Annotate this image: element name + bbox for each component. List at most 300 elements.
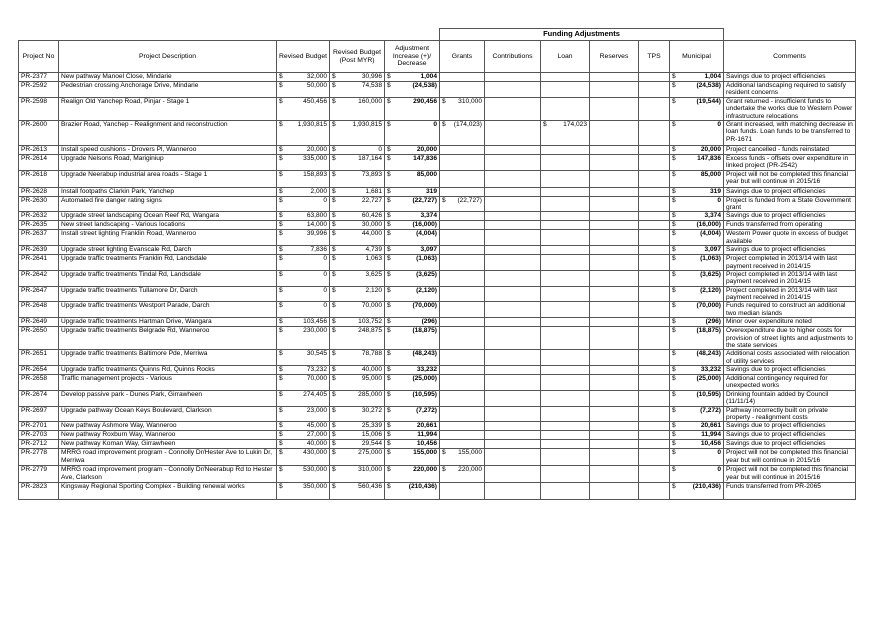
currency-symbol: $: [387, 431, 391, 439]
adjustment-cell-value: 20,000: [416, 145, 437, 153]
loan-cell: [541, 422, 590, 431]
tps-cell: [639, 449, 670, 466]
currency-symbol: $: [387, 350, 391, 358]
currency-symbol: $: [672, 375, 676, 382]
project-description-cell: Upgrade traffic treatments Baltimore Pde, Merriwa: [59, 350, 277, 366]
municipal-cell: [670, 270, 724, 286]
adjustment-cell: [385, 302, 440, 318]
revised-budget-cell-value: 14,000: [306, 221, 327, 229]
revised-budget-post-cell-value: 0: [378, 145, 382, 153]
grants-cell-value: (22,727): [457, 196, 482, 204]
project-no-cell: PR-2823: [19, 483, 59, 500]
municipal-cell-value: (25,000): [696, 375, 721, 382]
contributions-cell: [485, 120, 541, 145]
currency-symbol: $: [387, 212, 391, 220]
adjustment-cell: [385, 366, 440, 375]
revised-budget-cell: [277, 97, 330, 120]
municipal-cell-value: (4,004): [700, 230, 721, 238]
contributions-cell: [485, 97, 541, 120]
project-no-cell: PR-2658: [19, 375, 59, 391]
adjustment-cell-value: 11,994: [417, 431, 437, 439]
project-description-cell: New pathway Ashmore Way, Wanneroo: [59, 422, 277, 431]
comments-cell: Savings due to project efficiencies: [724, 187, 856, 196]
municipal-cell: [670, 212, 724, 221]
municipal-cell: [670, 97, 724, 120]
table-row: [19, 366, 856, 375]
currency-symbol: $: [672, 327, 676, 335]
revised-budget-cell-value: 350,000: [303, 483, 327, 491]
revised-budget-post-cell-value: 1,681: [365, 187, 382, 195]
comments-cell: Excess funds - offsets over expenditure in linked project (PR-2542): [724, 154, 856, 170]
currency-symbol: $: [279, 255, 283, 263]
table-row: [19, 302, 856, 318]
table-row: [19, 221, 856, 230]
comments-cell: Project is funded from a State Government grant: [724, 196, 856, 212]
adjustment-cell-value: 220,000: [413, 466, 437, 474]
contributions-cell: [485, 255, 541, 271]
project-no-cell: PR-2637: [19, 230, 59, 246]
revised-budget-cell-value: 20,000: [306, 145, 327, 153]
contributions-cell: [485, 390, 541, 406]
project-no-cell: PR-2697: [19, 406, 59, 422]
currency-symbol: $: [672, 390, 676, 398]
currency-symbol: $: [387, 82, 391, 89]
revised-budget-cell-value: 40,000: [306, 440, 327, 448]
project-no-cell: PR-2779: [19, 466, 59, 483]
header-row: [19, 41, 856, 73]
grants-cell-value: 155,000: [458, 449, 482, 457]
loan-cell: [541, 196, 590, 212]
tps-cell: [639, 286, 670, 302]
tps-cell: [639, 327, 670, 350]
contributions-cell: [485, 170, 541, 187]
revised-budget-post-cell-value: 74,538: [361, 82, 382, 89]
grants-cell: [440, 97, 485, 120]
project-description-cell: Pedestrian crossing Anchorage Drive, Mindarie: [59, 82, 277, 98]
currency-symbol: $: [442, 196, 446, 204]
tps-cell: [639, 302, 670, 318]
col-revised-budget: Revised Budget: [277, 41, 330, 73]
revised-budget-cell: [277, 440, 330, 449]
revised-budget-post-cell: [330, 221, 385, 230]
revised-budget-post-cell: [330, 449, 385, 466]
loan-cell: [541, 270, 590, 286]
adjustment-cell-value: (24,538): [412, 82, 437, 89]
comments-cell: Grant returned - insufficient funds to undertake the works due to Western Power infrastructure relocations: [724, 97, 856, 120]
currency-symbol: $: [279, 483, 283, 491]
project-description-cell: Install footpaths Clarkin Park, Yanchep: [59, 187, 277, 196]
col-tps: TPS: [639, 41, 670, 73]
currency-symbol: $: [387, 120, 391, 128]
table-row: [19, 120, 856, 145]
reserves-cell: [590, 270, 639, 286]
currency-symbol: $: [672, 422, 676, 430]
revised-budget-cell: [277, 449, 330, 466]
tps-cell: [639, 154, 670, 170]
contributions-cell: [485, 466, 541, 483]
currency-symbol: $: [672, 449, 676, 457]
funding-adjustments-table: [18, 28, 856, 500]
revised-budget-post-cell-value: 103,752: [358, 318, 382, 326]
revised-budget-post-cell-value: 1,063: [365, 255, 382, 263]
currency-symbol: $: [672, 466, 676, 474]
project-description-cell: Upgrade traffic treatments Tindal Rd, Landsdale: [59, 270, 277, 286]
reserves-cell: [590, 390, 639, 406]
tps-cell: [639, 97, 670, 120]
currency-symbol: $: [279, 431, 283, 439]
currency-symbol: $: [279, 375, 283, 382]
adjustment-cell: [385, 483, 440, 500]
comments-cell: Savings due to project efficiencies: [724, 73, 856, 82]
revised-budget-cell-value: 530,000: [303, 466, 327, 474]
table-row: [19, 422, 856, 431]
project-description-cell: Upgrade street landscaping Ocean Reef Rd, Wangara: [59, 212, 277, 221]
currency-symbol: $: [332, 431, 336, 439]
revised-budget-cell: [277, 145, 330, 154]
revised-budget-cell: [277, 246, 330, 255]
project-description-cell: Develop passive park - Dunes Park, Girrawheen: [59, 390, 277, 406]
currency-symbol: $: [387, 73, 391, 80]
revised-budget-cell-value: 73,232: [306, 366, 327, 373]
project-description-cell: Upgrade traffic treatments Quinns Rd, Quinns Rocks: [59, 366, 277, 375]
municipal-cell-value: (10,595): [696, 390, 721, 398]
revised-budget-cell-value: 2,000: [310, 187, 327, 195]
revised-budget-cell-value: 32,000: [306, 73, 327, 80]
table-row: [19, 440, 856, 449]
currency-symbol: $: [279, 82, 283, 89]
currency-symbol: $: [387, 440, 391, 448]
adjustment-cell: [385, 154, 440, 170]
currency-symbol: $: [387, 196, 391, 204]
comments-cell: Project cancelled - funds reinstated: [724, 145, 856, 154]
table-row: [19, 82, 856, 98]
currency-symbol: $: [332, 375, 336, 382]
table-row: [19, 270, 856, 286]
currency-symbol: $: [387, 97, 391, 105]
currency-symbol: $: [279, 302, 283, 310]
loan-cell: [541, 366, 590, 375]
project-description-cell: New pathway Manoel Close, Mindarie: [59, 73, 277, 82]
table-row: [19, 73, 856, 82]
revised-budget-post-cell-value: 560,436: [358, 483, 382, 491]
table-row: [19, 154, 856, 170]
tps-cell: [639, 145, 670, 154]
project-no-cell: PR-2674: [19, 390, 59, 406]
revised-budget-cell-value: 0: [323, 302, 327, 310]
tps-cell: [639, 483, 670, 500]
currency-symbol: $: [672, 350, 676, 358]
municipal-cell-value: 3,374: [704, 212, 721, 220]
adjustment-cell: [385, 82, 440, 98]
adjustment-cell: [385, 170, 440, 187]
revised-budget-post-cell: [330, 440, 385, 449]
revised-budget-post-cell: [330, 145, 385, 154]
project-no-cell: PR-2642: [19, 270, 59, 286]
reserves-cell: [590, 73, 639, 82]
municipal-cell-value: (48,243): [696, 350, 721, 358]
loan-cell: [541, 82, 590, 98]
currency-symbol: $: [332, 302, 336, 310]
tps-cell: [639, 440, 670, 449]
currency-symbol: $: [279, 187, 283, 195]
municipal-cell-value: 85,000: [700, 170, 721, 178]
col-comments: Comments: [724, 41, 856, 73]
tps-cell: [639, 270, 670, 286]
revised-budget-post-cell: [330, 375, 385, 391]
adjustment-cell-value: (18,875): [412, 327, 437, 335]
currency-symbol: $: [332, 187, 336, 195]
municipal-cell: [670, 440, 724, 449]
comments-cell: Savings due to project efficiencies: [724, 440, 856, 449]
municipal-cell-value: (70,000): [696, 302, 721, 310]
tps-cell: [639, 170, 670, 187]
project-description-cell: MRRG road improvement program - Connolly Dr/Hester Ave to Lukin Dr, Merriwa: [59, 449, 277, 466]
municipal-cell-value: 0: [717, 466, 721, 474]
tps-cell: [639, 212, 670, 221]
currency-symbol: $: [672, 170, 676, 178]
currency-symbol: $: [332, 154, 336, 162]
reserves-cell: [590, 302, 639, 318]
revised-budget-post-cell-value: 4,739: [365, 246, 382, 254]
project-description-cell: Upgrade traffic treatments Franklin Rd, Landsdale: [59, 255, 277, 271]
revised-budget-cell-value: 430,000: [303, 449, 327, 457]
reserves-cell: [590, 440, 639, 449]
grants-cell: [440, 145, 485, 154]
tps-cell: [639, 221, 670, 230]
revised-budget-cell: [277, 196, 330, 212]
tps-cell: [639, 255, 670, 271]
municipal-cell-value: 33,232: [700, 366, 721, 373]
comments-cell: Funds transferred from operating: [724, 221, 856, 230]
currency-symbol: $: [387, 390, 391, 398]
revised-budget-post-cell-value: 60,426: [361, 212, 382, 220]
project-description-cell: MRRG road improvement program - Connolly Dr/Neerabup Rd to Hester Ave, Clarkson: [59, 466, 277, 483]
loan-cell: [541, 286, 590, 302]
revised-budget-cell: [277, 366, 330, 375]
revised-budget-post-cell-value: 44,000: [361, 230, 382, 238]
currency-symbol: $: [279, 97, 283, 105]
revised-budget-cell: [277, 286, 330, 302]
revised-budget-cell-value: 7,836: [310, 246, 327, 254]
currency-symbol: $: [672, 154, 676, 162]
reserves-cell: [590, 97, 639, 120]
municipal-cell-value: (16,000): [696, 221, 721, 229]
table-row: [19, 255, 856, 271]
revised-budget-cell: [277, 154, 330, 170]
revised-budget-cell: [277, 390, 330, 406]
adjustment-cell-value: (48,243): [412, 350, 437, 358]
grants-cell: [440, 286, 485, 302]
revised-budget-post-cell-value: 285,000: [358, 390, 382, 398]
contributions-cell: [485, 406, 541, 422]
grants-cell-value: 310,000: [458, 97, 482, 105]
reserves-cell: [590, 327, 639, 350]
project-no-cell: PR-2614: [19, 154, 59, 170]
project-no-cell: PR-2651: [19, 350, 59, 366]
tps-cell: [639, 230, 670, 246]
municipal-cell-value: 0: [717, 449, 721, 457]
grants-cell: [440, 302, 485, 318]
contributions-cell: [485, 302, 541, 318]
project-no-cell: PR-2639: [19, 246, 59, 255]
project-no-cell: PR-2377: [19, 73, 59, 82]
contributions-cell: [485, 431, 541, 440]
project-no-cell: PR-2647: [19, 286, 59, 302]
loan-cell: [541, 466, 590, 483]
comments-cell: Savings due to project efficiencies: [724, 246, 856, 255]
project-description-cell: Upgrade traffic treatments Tullamore Dr, Darch: [59, 286, 277, 302]
municipal-cell-value: 20,661: [700, 422, 721, 430]
currency-symbol: $: [672, 483, 676, 491]
adjustment-cell-value: 319: [425, 187, 437, 195]
municipal-cell: [670, 73, 724, 82]
revised-budget-cell-value: 30,545: [306, 350, 327, 358]
currency-symbol: $: [332, 406, 336, 414]
loan-cell-value: 174,023: [563, 120, 587, 128]
reserves-cell: [590, 170, 639, 187]
project-description-cell: Brazier Road, Yanchep - Realignment and reconstruction: [59, 120, 277, 145]
revised-budget-cell-value: 0: [323, 286, 327, 294]
municipal-cell: [670, 196, 724, 212]
currency-symbol: $: [332, 350, 336, 358]
comments-cell: Project completed in 2013/14 with last payment received in 2014/15: [724, 286, 856, 302]
adjustment-cell: [385, 390, 440, 406]
tps-cell: [639, 246, 670, 255]
currency-symbol: $: [279, 286, 283, 294]
municipal-cell: [670, 82, 724, 98]
tps-cell: [639, 82, 670, 98]
tps-cell: [639, 350, 670, 366]
adjustment-cell: [385, 270, 440, 286]
revised-budget-post-cell: [330, 366, 385, 375]
adjustment-cell-value: (10,595): [412, 390, 437, 398]
currency-symbol: $: [442, 97, 446, 105]
comments-cell: Project completed in 2013/14 with last payment received in 2014/15: [724, 270, 856, 286]
grants-cell: [440, 350, 485, 366]
municipal-cell-value: (1,063): [700, 255, 721, 263]
currency-symbol: $: [387, 327, 391, 335]
currency-symbol: $: [332, 82, 336, 89]
project-no-cell: PR-2654: [19, 366, 59, 375]
grants-cell: [440, 212, 485, 221]
project-description-cell: Upgrade pathway Ocean Keys Boulevard, Clarkson: [59, 406, 277, 422]
adjustment-cell-value: (296): [421, 318, 437, 326]
col-reserves: Reserves: [590, 41, 639, 73]
grants-cell: [440, 440, 485, 449]
currency-symbol: $: [332, 449, 336, 457]
revised-budget-cell: [277, 422, 330, 431]
currency-symbol: $: [387, 221, 391, 229]
reserves-cell: [590, 286, 639, 302]
project-description-cell: New street landscaping - Various locations: [59, 221, 277, 230]
revised-budget-post-cell-value: 70,000: [361, 302, 382, 310]
tps-cell: [639, 431, 670, 440]
municipal-cell: [670, 327, 724, 350]
adjustment-cell: [385, 255, 440, 271]
loan-cell: [541, 154, 590, 170]
currency-symbol: $: [332, 390, 336, 398]
grants-cell: [440, 154, 485, 170]
loan-cell: [541, 170, 590, 187]
revised-budget-post-cell: [330, 270, 385, 286]
reserves-cell: [590, 187, 639, 196]
grants-cell: [440, 73, 485, 82]
reserves-cell: [590, 318, 639, 327]
revised-budget-cell-value: 50,000: [306, 82, 327, 89]
adjustment-cell-value: (25,000): [412, 375, 437, 382]
municipal-cell: [670, 120, 724, 145]
loan-cell: [541, 230, 590, 246]
revised-budget-post-cell: [330, 196, 385, 212]
project-no-cell: PR-2592: [19, 82, 59, 98]
revised-budget-post-cell: [330, 120, 385, 145]
revised-budget-post-cell: [330, 350, 385, 366]
currency-symbol: $: [387, 375, 391, 382]
reserves-cell: [590, 145, 639, 154]
revised-budget-post-cell-value: 30,996: [361, 73, 382, 80]
reserves-cell: [590, 212, 639, 221]
revised-budget-post-cell-value: 248,875: [358, 327, 382, 335]
table-row: [19, 230, 856, 246]
adjustment-cell-value: (1,063): [416, 255, 437, 263]
adjustment-cell: [385, 97, 440, 120]
comments-cell: Savings due to project efficiencies: [724, 431, 856, 440]
revised-budget-cell: [277, 483, 330, 500]
adjustment-cell: [385, 406, 440, 422]
revised-budget-cell: [277, 406, 330, 422]
contributions-cell: [485, 196, 541, 212]
municipal-cell-value: (18,875): [696, 327, 721, 335]
municipal-cell-value: 3,097: [704, 246, 721, 254]
municipal-cell: [670, 187, 724, 196]
currency-symbol: $: [279, 73, 283, 80]
col-loan: Loan: [541, 41, 590, 73]
contributions-cell: [485, 483, 541, 500]
revised-budget-post-cell: [330, 286, 385, 302]
grants-cell: [440, 230, 485, 246]
currency-symbol: $: [672, 302, 676, 310]
currency-symbol: $: [332, 97, 336, 105]
municipal-cell: [670, 406, 724, 422]
comments-cell: Project will not be completed this financial year but will continue in 2015/16: [724, 466, 856, 483]
currency-symbol: $: [387, 366, 391, 373]
table-row: [19, 246, 856, 255]
reserves-cell: [590, 422, 639, 431]
grants-cell: [440, 187, 485, 196]
adjustment-cell: [385, 466, 440, 483]
revised-budget-post-cell: [330, 187, 385, 196]
grants-cell: [440, 366, 485, 375]
currency-symbol: $: [332, 270, 336, 278]
revised-budget-cell-value: 450,456: [303, 97, 327, 105]
currency-symbol: $: [332, 120, 336, 128]
contributions-cell: [485, 73, 541, 82]
adjustment-cell: [385, 431, 440, 440]
revised-budget-cell: [277, 187, 330, 196]
reserves-cell: [590, 406, 639, 422]
reserves-cell: [590, 431, 639, 440]
municipal-cell-value: (7,272): [700, 406, 721, 414]
tps-cell: [639, 406, 670, 422]
table-row: [19, 390, 856, 406]
reserves-cell: [590, 246, 639, 255]
table-row: [19, 483, 856, 500]
revised-budget-cell-value: 23,000: [306, 406, 327, 414]
municipal-cell: [670, 170, 724, 187]
table-row: [19, 449, 856, 466]
table-row: [19, 375, 856, 391]
loan-cell: [541, 440, 590, 449]
